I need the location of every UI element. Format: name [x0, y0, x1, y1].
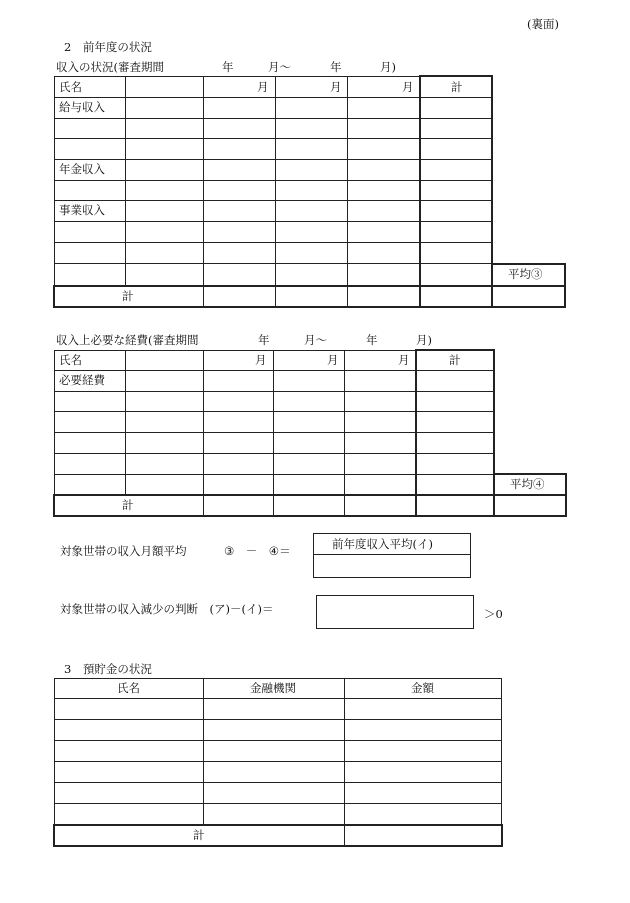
expenses-period-year2: 年: [366, 333, 378, 347]
income-period-year1: 年: [222, 60, 234, 74]
income-month-header-2: 月: [330, 80, 342, 94]
section2-title: 2 前年度の状況: [64, 40, 152, 54]
expenses-month-header-1: 月: [255, 353, 267, 367]
income-row-label: 事業収入: [59, 203, 105, 217]
income-caption: 収入の状況(審査期間: [56, 60, 164, 74]
expenses-period-month1: 月～: [304, 333, 327, 347]
savings-total-row-label: 計: [193, 828, 205, 842]
expenses-period-year1: 年: [258, 333, 270, 347]
back-side-label: (裏面): [527, 17, 559, 31]
decrease-judgement-label: 対象世帯の収入減少の判断 (ア)－(イ)＝: [60, 602, 274, 616]
income-month-header-1: 月: [257, 80, 269, 94]
income-period-year2: 年: [330, 60, 342, 74]
expenses-row-label: 必要経費: [59, 373, 105, 387]
income-total-col-header: 計: [451, 80, 463, 94]
decrease-judgement-suffix: ＞0: [484, 607, 503, 621]
expenses-month-header-3: 月: [398, 353, 410, 367]
section3-title: 3 預貯金の状況: [64, 662, 152, 676]
expenses-total-row-label: 計: [122, 498, 134, 512]
expenses-caption: 収入上必要な経費(審査期間: [56, 333, 199, 347]
expenses-period-month2: 月): [416, 333, 432, 347]
income-period-month1: 月～: [268, 60, 291, 74]
income-month-header-3: 月: [402, 80, 414, 94]
monthly-average-label: 対象世帯の収入月額平均: [60, 544, 187, 558]
savings-col-header-amount: 金額: [411, 681, 434, 695]
income-average-label: 平均③: [508, 267, 543, 281]
savings-col-header-name: 氏名: [117, 681, 140, 695]
income-period-month2: 月): [380, 60, 396, 74]
expenses-name-header: 氏名: [59, 353, 82, 367]
previous-year-average-label: 前年度収入平均(イ): [332, 537, 433, 551]
expenses-total-col-header: 計: [449, 353, 461, 367]
income-row-label: 給与収入: [59, 100, 105, 114]
expenses-average-label: 平均④: [510, 477, 545, 491]
income-total-row-label: 計: [122, 289, 134, 303]
expenses-month-header-2: 月: [327, 353, 339, 367]
savings-col-header-institution: 金融機関: [250, 681, 296, 695]
income-name-header: 氏名: [59, 80, 82, 94]
monthly-average-formula: ③ － ④＝: [224, 544, 291, 558]
income-row-label: 年金収入: [59, 162, 105, 176]
